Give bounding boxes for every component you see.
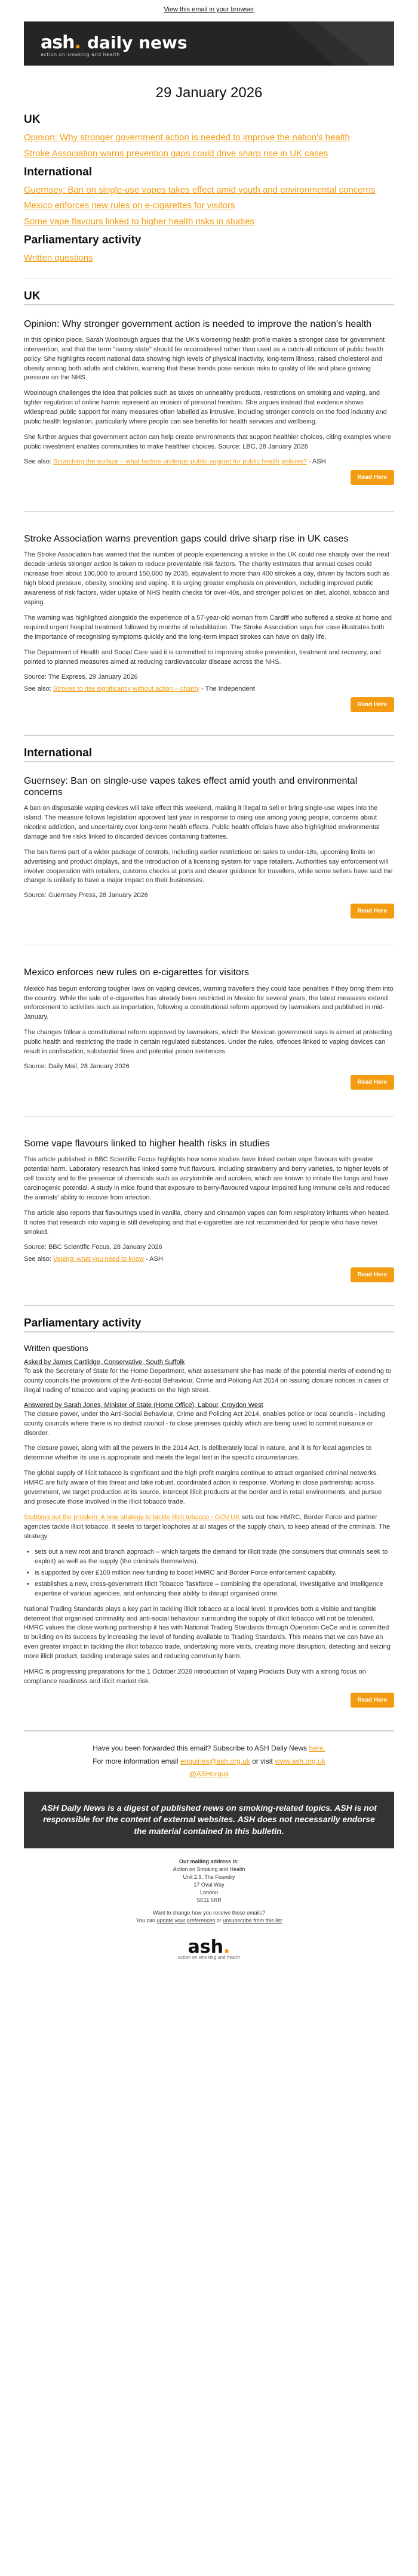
see-also-label: See also: — [24, 1255, 53, 1263]
article-source: Source: The Express, 29 January 2026 — [24, 673, 138, 681]
article-title: Stroke Association warns prevention gaps could drive sharp rise in UK cases — [24, 534, 349, 544]
see-also — [24, 1255, 394, 1263]
strategy-list — [35, 1548, 394, 1599]
answer-paragraph: National Trading Standards plays a key part in tackling illicit tobacco at a local level. It provides both a visible and tangible deterrent that organised criminality and anti-social behaviour surrounding the supply of illicit tobacco will not be tolerated. HMRC values the close working partnership it has with National Trading Standards through Operation CeCe and is committed to building on its success by increasing the level of funding available to Trading Standards. This means that we can have an even greater impact in tackling the illicit tobacco trade, undertaking more visits, creating more disruption, detecting and seizing more illicit product, tackling underage sales and reducing community harm. — [24, 1605, 391, 1660]
article — [24, 1127, 394, 1294]
list-item: • sets out a new root and branch approach – which targets the demand for illicit trade (the consumers that criminals seek to exploit) as well as the supply (the criminals themselves). — [35, 1548, 394, 1567]
section-heading-parliamentary: Parliamentary activity — [24, 1317, 394, 1332]
read-here-button[interactable]: Read Here — [351, 904, 394, 919]
brand-title: daily news — [87, 33, 188, 52]
footer — [24, 1848, 394, 1931]
parliamentary-question — [24, 1335, 394, 1720]
table-of-contents — [24, 113, 394, 264]
divider — [24, 511, 394, 512]
see-also-source: - The Independent — [199, 685, 255, 692]
brand-name: ash — [41, 32, 75, 53]
subscribe-link[interactable]: here. — [309, 1744, 325, 1753]
strategy-text: sets out how HMRC, Border Force and partner agencies tackle illicit tobacco. It seeks to target loopholes at all stages of the supply chain, to keep ahead of the criminals. The strategy: — [24, 1514, 391, 1540]
asked-by: Asked by James Cartlidge, Conservative, South Suffolk — [24, 1358, 185, 1366]
answer-paragraph: The global supply of illicit tobacco is significant and the high profit margins continue to attract organised criminal networks. HMRC are fully aware of this threat and take robust, coordinated action in response. Working in close partnership across government, we target production at its source, intercept illicit products at the border and in retail environments, and pursue and prosecute those involved in the illicit tobacco trade. — [24, 1470, 382, 1506]
article — [24, 522, 394, 724]
toc-heading-uk: UK — [24, 113, 41, 126]
email-link[interactable]: enquiries@ash.org.uk — [180, 1756, 250, 1765]
footer-brand-name: ash — [188, 1937, 224, 1957]
article-paragraph: The warning was highlighted alongside the experience of a 57-year-old woman from Cardiff who suffered a stroke at home and required urgent hospital treatment followed by months of rehabilitation. The Stroke Association says her case illustrates both the importance of recognising symptoms quickly and the long-term impact strokes can have on daily life. — [24, 614, 392, 641]
brand-tagline: action on smoking and health — [41, 52, 120, 57]
list-item: • is supported by over £100 million new funding to boost HMRC and Border Force enforcement capability. — [35, 1569, 394, 1578]
article-paragraph: The Department of Health and Social Care said it is committed to improving stroke prevention, treatment and recovery, and pointed to planned measures aimed at reducing cardiovascular disease across the NHS. — [24, 648, 381, 666]
section-divider — [24, 1730, 394, 1731]
subscribe-line — [24, 1742, 394, 1755]
toc-link[interactable]: Stroke Association warns prevention gaps could drive sharp rise in UK cases — [24, 148, 328, 159]
see-also-link[interactable]: Strokes to rise significantly without action – charity — [53, 685, 200, 692]
unsubscribe-link[interactable]: unsubscribe from this list — [223, 1917, 282, 1924]
see-also — [24, 458, 394, 465]
article-paragraph: In this opinion piece, Sarah Woolnough argues that the UK's worsening health profile makes a stronger case for government intervention, and that the term "nanny state" should be reconsidered rather than used as a catch-all criticism of public health policy. She highlights recent national data showing high levels of physical inactivity, long-term illness, raised cholesterol and obesity among both adults and children, warning that these trends pose serious risks to quality of life and place growing pressure on the NHS. — [24, 336, 385, 382]
article — [24, 308, 394, 497]
read-here-button[interactable]: Read Here — [351, 1075, 394, 1090]
header-banner — [24, 21, 394, 66]
preferences-text: You can — [136, 1917, 157, 1924]
article-paragraph: A ban on disposable vaping devices will take effect this weekend, making it illegal to sell or bring single-use vapes into the island. The measure follows legislation approved last year in response to rising use among young people, concerns about nicotine addiction, and uncertainty over long-term health effects. Public health officials have also highlighted environmental damage and fire risks linked to discarded devices containing batteries. — [24, 804, 380, 840]
answer-paragraph: The closure power, along with all the powers in the 2014 Act, is deliberately local in nature, and it is for local agencies to determine whether its use is appropriate and meets the legal test in the specific circumstances. — [24, 1445, 372, 1462]
address-line: 17 Oval Way — [193, 1881, 225, 1888]
update-preferences-link[interactable]: update your preferences — [156, 1917, 216, 1924]
article-paragraph: She further argues that government action can help create environments that support healthier choices, citing examples where public investment enables communities to make healthier choices. Source: LBC, 28 January 2026 — [24, 434, 392, 451]
address-heading: Our mailing address is: — [179, 1858, 239, 1864]
footer-logo — [24, 1937, 394, 1960]
article-source: Source: Daily Mail, 28 January 2026 — [24, 1063, 130, 1071]
address-line: Action on Smoking and Health — [173, 1866, 245, 1872]
disclaimer-box: ASH Daily News is a digest of published news on smoking-related topics. ASH is not responsible for the content of external websites. ASH does not necessarily endorse the material contained in this bulletin. — [24, 1792, 394, 1848]
article-source: Source: Guernsey Press, 28 January 2026 — [24, 892, 148, 899]
contact-or: or visit — [250, 1756, 275, 1765]
answered-by: Answered by Sarah Jones, Minister of State (Home Office), Labour, Croydon West — [24, 1401, 263, 1409]
twitter-link[interactable]: @ASHorguk — [189, 1770, 229, 1779]
see-also-source: - ASH — [144, 1255, 163, 1263]
read-here-button[interactable]: Read Here — [351, 697, 394, 712]
email-container — [24, 21, 394, 1960]
article-title: Some vape flavours linked to higher health risks in studies — [24, 1139, 270, 1149]
address-line: SE11 5RR — [196, 1897, 222, 1903]
toc-heading-international: International — [24, 165, 93, 178]
footer-brand-dot: . — [223, 1937, 230, 1957]
brand-logo — [41, 32, 188, 57]
toc-link[interactable]: Some vape flavours linked to higher health risks in studies — [24, 217, 255, 227]
article — [24, 956, 394, 1102]
section-divider — [24, 1305, 394, 1306]
strategy-link[interactable]: Stubbing out the problem: A new strategy to tackle illicit tobacco - GOV.UK — [24, 1514, 240, 1522]
article-title: Opinion: Why stronger government action is needed to improve the nation's health — [24, 318, 372, 329]
read-here-button[interactable]: Read Here — [351, 1693, 394, 1708]
article-paragraph: This article published in BBC Scientific Focus highlights how some studies have linked certain vape flavours with greater potential harm. Laboratory research has linked some fruit flavours, including strawberry and berry varieties, to higher levels of cell toxicity and to the presence of chemicals such as acrylonitrile and acrolein, which are known to irritate the lungs and have carcinogenic potential. A study in mice found that exposure to berry-flavoured vapour impaired lung immune cells and reduced the animals' ability to recover from infection. — [24, 1156, 390, 1202]
preferences-line — [24, 1917, 394, 1925]
read-here-button[interactable]: Read Here — [351, 470, 394, 485]
see-also — [24, 685, 394, 692]
see-also-link[interactable]: Vaping: what you need to know — [53, 1255, 144, 1263]
article-source: Source: BBC Scientific Focus, 28 January 2026 — [24, 1243, 162, 1251]
question-text: To ask the Secretary of State for the Home Department, what assessment she has made of the potential merits of extending to county councils the provisions of the Anti-social Behaviour, Crime and Policing Act 2014 on issuing closure notices in cases of illegal trading of tobacco and vaping products on the high street. — [24, 1367, 392, 1394]
see-also-link[interactable]: Scratching the surface – what factors underpin public support for public health policies? — [53, 458, 307, 465]
forward-info — [24, 1742, 394, 1781]
list-item: • establishes a new, cross-government Illicit Tobacco Taskforce – combining the operational, investigative and intelligence expertise of various agencies, and enhancing their ability to disrupt organised crime. — [35, 1580, 394, 1599]
address-line: Unit 2.9, The Foundry — [183, 1873, 235, 1880]
see-also-label: See also: — [24, 458, 53, 465]
address-line: London — [199, 1889, 219, 1895]
article-paragraph: The Stroke Association has warned that the number of people experiencing a stroke in the UK could rise sharply over the next decade unless stronger action is taken to reduce preventable risk factors. The charity estimates that annual cases could increase from about 100,000 to around 150,000 by 2035, equivalent to more than 400 strokes a day, driven by factors such as high blood pressure, obesity, smoking and vaping. It is urging greater emphasis on prevention, including improved public awareness of risk factors, wider uptake of NHS health checks for over-40s, and stronger policies on diet, alcohol, tobacco and vaping. — [24, 551, 390, 606]
website-link[interactable]: www.ash.org.uk — [275, 1756, 325, 1765]
see-also-label: See also: — [24, 685, 53, 692]
strategy-paragraph — [24, 1513, 394, 1542]
read-here-button[interactable]: Read Here — [351, 1267, 394, 1282]
subscribe-text: Have you been forwarded this email? Subscribe to ASH Daily News — [93, 1744, 309, 1753]
toc-heading-parliamentary: Parliamentary activity — [24, 233, 142, 246]
brand-dot: . — [74, 32, 81, 53]
contact-line — [24, 1755, 394, 1768]
article-paragraph: The changes follow a constitutional reform approved by lawmakers, which the Mexican government says is aimed at protecting public health and restricting the trade in certain regulated substances. Under the rules, offences linked to vaping devices can result in confiscation, substantial fines and potential prison sentences. — [24, 1029, 392, 1056]
footer-brand-tagline: action on smoking and health — [177, 1955, 241, 1960]
answer-paragraph: HMRC is progressing preparations for the 1 October 2026 introduction of Vaping Products Duty with a strong focus on compliance readiness and illicit market risk. — [24, 1668, 366, 1686]
section-heading-international: International — [24, 747, 394, 762]
view-in-browser-bar — [0, 0, 418, 18]
view-in-browser-link[interactable]: View this email in your browser — [164, 6, 254, 13]
article-title: Guernsey: Ban on single-use vapes takes effect amid youth and environmental concerns — [24, 775, 358, 797]
change-question: Want to change how you receive these emails? — [152, 1909, 266, 1916]
article — [24, 765, 394, 931]
divider — [24, 1116, 394, 1117]
article-paragraph: The ban forms part of a wider package of controls, including earlier restrictions on sales to under-18s, upcoming limits on advertising and product displays, and the introduction of a licensing system for vape retailers. Authorities say enforcement will involve cooperation with retailers, customs checks at ports and clearer guidance for travellers, while some sellers have said the change is unlikely to have a major impact on their businesses. — [24, 848, 393, 885]
written-questions-heading: Written questions — [24, 1343, 88, 1353]
issue-date: 29 January 2026 — [155, 85, 263, 101]
article-title: Mexico enforces new rules on e-cigarettes for visitors — [24, 967, 250, 978]
answer-paragraph: The closure power, under the Anti-Social Behaviour, Crime and Policing Act 2014, enables police or local councils - including county councils where there is no district council - to close premises quickly which are being used to commit nuisance or disorder. — [24, 1410, 385, 1437]
toc-link[interactable]: Guernsey: Ban on single-use vapes takes effect amid youth and environmental concerns — [24, 184, 376, 195]
contact-text: For more information email — [93, 1756, 180, 1765]
toc-link[interactable]: Mexico enforces new rules on e-cigarettes for visitors — [24, 200, 235, 211]
preferences-or: or — [215, 1917, 223, 1924]
section-divider — [24, 735, 394, 736]
see-also-source: - ASH — [306, 458, 326, 465]
section-heading-uk: UK — [24, 290, 394, 305]
article-paragraph: Woolnough challenges the idea that policies such as taxes on unhealthy products, restrictions on smoking and vaping, and tighter regulation of online harms represent an erosion of personal freedom. She argues instead that evidence shows widespread public support for many measures often labelled as intrusive, including stronger controls on the food industry and public health legislation, particularly where people can see benefits for health services and wellbeing. — [24, 389, 387, 426]
article-paragraph: The article also reports that flavourings used in vanilla, cherry and cinnamon vapes can form respiratory irritants when heated. It notes that research into vaping is still developing and that e-cigarettes are not recommended for people who have never smoked. — [24, 1210, 390, 1236]
toc-link[interactable]: Opinion: Why stronger government action is needed to improve the nation's health — [24, 132, 350, 143]
article-paragraph: Mexico has begun enforcing tougher laws on vaping devices, warning travellers they could face penalties if they bring them into the country. While the sale of e-cigarettes has already been restricted in Mexico for several years, the latest measures extend enforcement to activities such as importation, following a constitutional reform approved by lawmakers and published in mid-January. — [24, 985, 394, 1021]
toc-link[interactable]: Written questions — [24, 252, 93, 263]
